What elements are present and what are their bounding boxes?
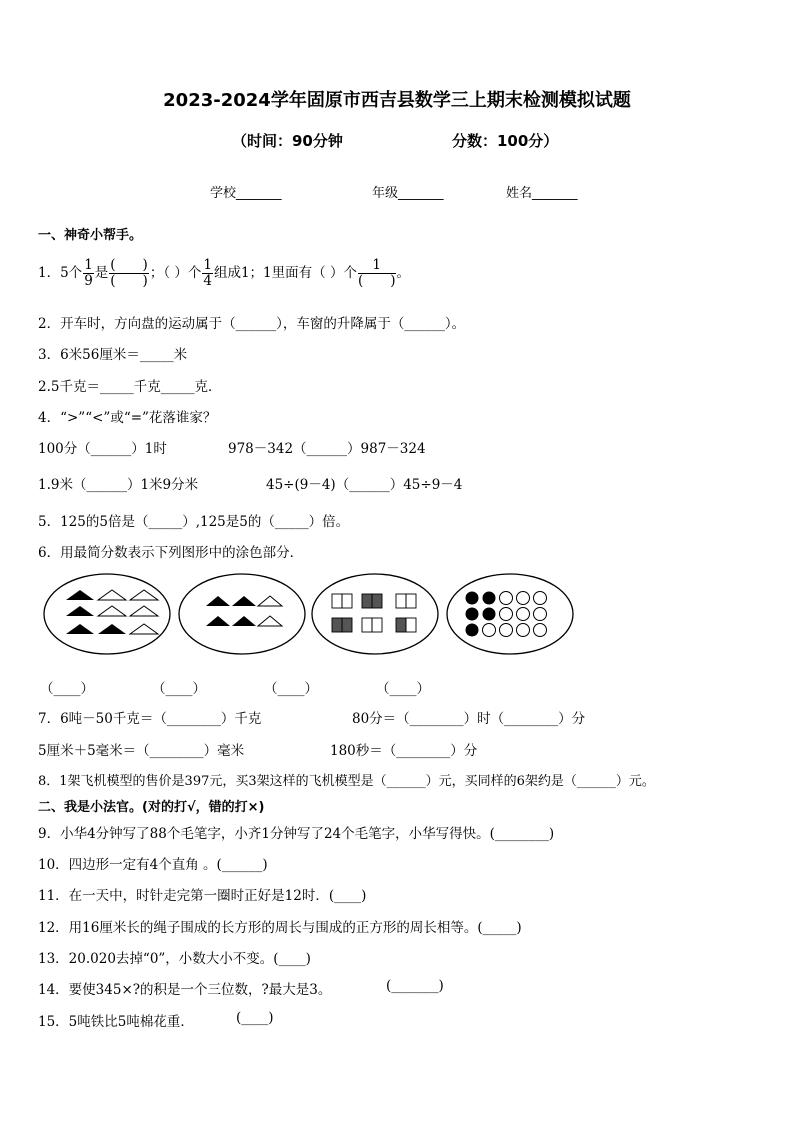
question-11: 11．在一天中，时针走完第一圈时正好是12时．(____) xyxy=(38,888,367,904)
time-label: （时间：90分钟 xyxy=(232,132,343,150)
section-1-title: 一、神奇小帮手。 xyxy=(38,228,143,243)
question-4c: 1.9米（______）1米9分米 xyxy=(38,477,199,493)
question-1 xyxy=(38,252,410,294)
question-2: 2．开车时，方向盘的运动属于（______），车窗的升降属于（______）。 xyxy=(38,316,466,332)
school-field: 学校_______ xyxy=(210,186,282,201)
q1-text-3: ；（ ）个 xyxy=(149,265,202,281)
question-15: 15．5吨铁比5吨棉花重． xyxy=(38,1014,194,1030)
question-8: 8．1架飞机模型的售价是397元，买3架这样的飞机模型是（______）元，买同样的6架约是（______）元。 xyxy=(38,774,655,789)
q6-blank-2: （____） xyxy=(152,681,206,697)
ellipse-figure-3 xyxy=(312,574,438,654)
question-5: 5．125的5倍是（_____）,125是5的（_____）倍。 xyxy=(38,514,350,530)
question-4d: 45÷(9－4)（______）45÷9－4 xyxy=(266,477,463,493)
score-label: 分数：100分） xyxy=(452,132,559,150)
question-3a: 3．6米56厘米＝_____米 xyxy=(38,347,188,363)
q6-blank-1: （____） xyxy=(40,681,94,697)
grade-field: 年级_______ xyxy=(372,186,444,201)
question-7b: 80分＝（________）时（________）分 xyxy=(352,711,586,727)
question-7c: 5厘米＋5毫米＝（________）毫米 xyxy=(38,743,245,759)
q1-text-1: 1．5个 xyxy=(38,265,83,281)
question-7a: 7．6吨－50千克＝（________）千克 xyxy=(38,711,262,727)
question-7d: 180秒＝（________）分 xyxy=(330,743,478,759)
question-3b: 2.5千克＝_____千克_____克． xyxy=(38,379,222,395)
q6-blank-4: （____） xyxy=(376,681,430,697)
ellipse-figure-4 xyxy=(447,574,573,654)
q1-text-5: 。 xyxy=(396,265,410,281)
fraction-1-blank: $\frac{1}{( )}$ xyxy=(357,257,396,289)
q6-blank-3: （____） xyxy=(264,681,318,697)
fraction-1-9: $\frac{1}{9}$ xyxy=(84,257,93,289)
page-title: 2023-2024学年固原市西吉县数学三上期末检测模拟试题 xyxy=(163,90,631,111)
q6-figures xyxy=(40,572,580,672)
ellipse-figure-1 xyxy=(44,574,170,654)
name-field: 姓名_______ xyxy=(506,186,578,201)
fraction-blank: $\frac{( )}{( )}$ xyxy=(110,257,148,289)
section-2-title: 二、我是小法官。(对的打√，错的打×) xyxy=(38,800,265,815)
question-13: 13．20.020去掉“0”，小数大小不变。(____) xyxy=(38,951,311,967)
question-4b: 978－342（______）987－324 xyxy=(228,441,426,457)
question-9: 9．小华4分钟写了88个毛笔字，小齐1分钟写了24个毛笔字，小华写得快。(________) xyxy=(38,826,555,842)
question-14: 14．要使345×?的积是一个三位数，?最大是3。 xyxy=(38,982,332,998)
question-4: 4．“>”“<”或“=”花落谁家？ xyxy=(38,410,217,426)
ellipse-figure-2 xyxy=(179,574,305,654)
q1-text-4: 组成1；1里面有（ ）个 xyxy=(213,265,357,281)
question-14-blank: (_______) xyxy=(386,978,444,994)
question-12: 12．用16厘米长的绳子围成的长方形的周长与围成的正方形的周长相等。(_____) xyxy=(38,920,522,936)
q1-text-2: 是 xyxy=(94,265,109,281)
question-6: 6．用最简分数表示下列图形中的涂色部分． xyxy=(38,545,304,561)
fraction-1-4: $\frac{1}{4}$ xyxy=(203,257,212,289)
question-4a: 100分（______）1时 xyxy=(38,441,167,457)
question-15-blank: (____) xyxy=(236,1010,274,1026)
question-10: 10．四边形一定有4个直角 。(______) xyxy=(38,857,268,873)
